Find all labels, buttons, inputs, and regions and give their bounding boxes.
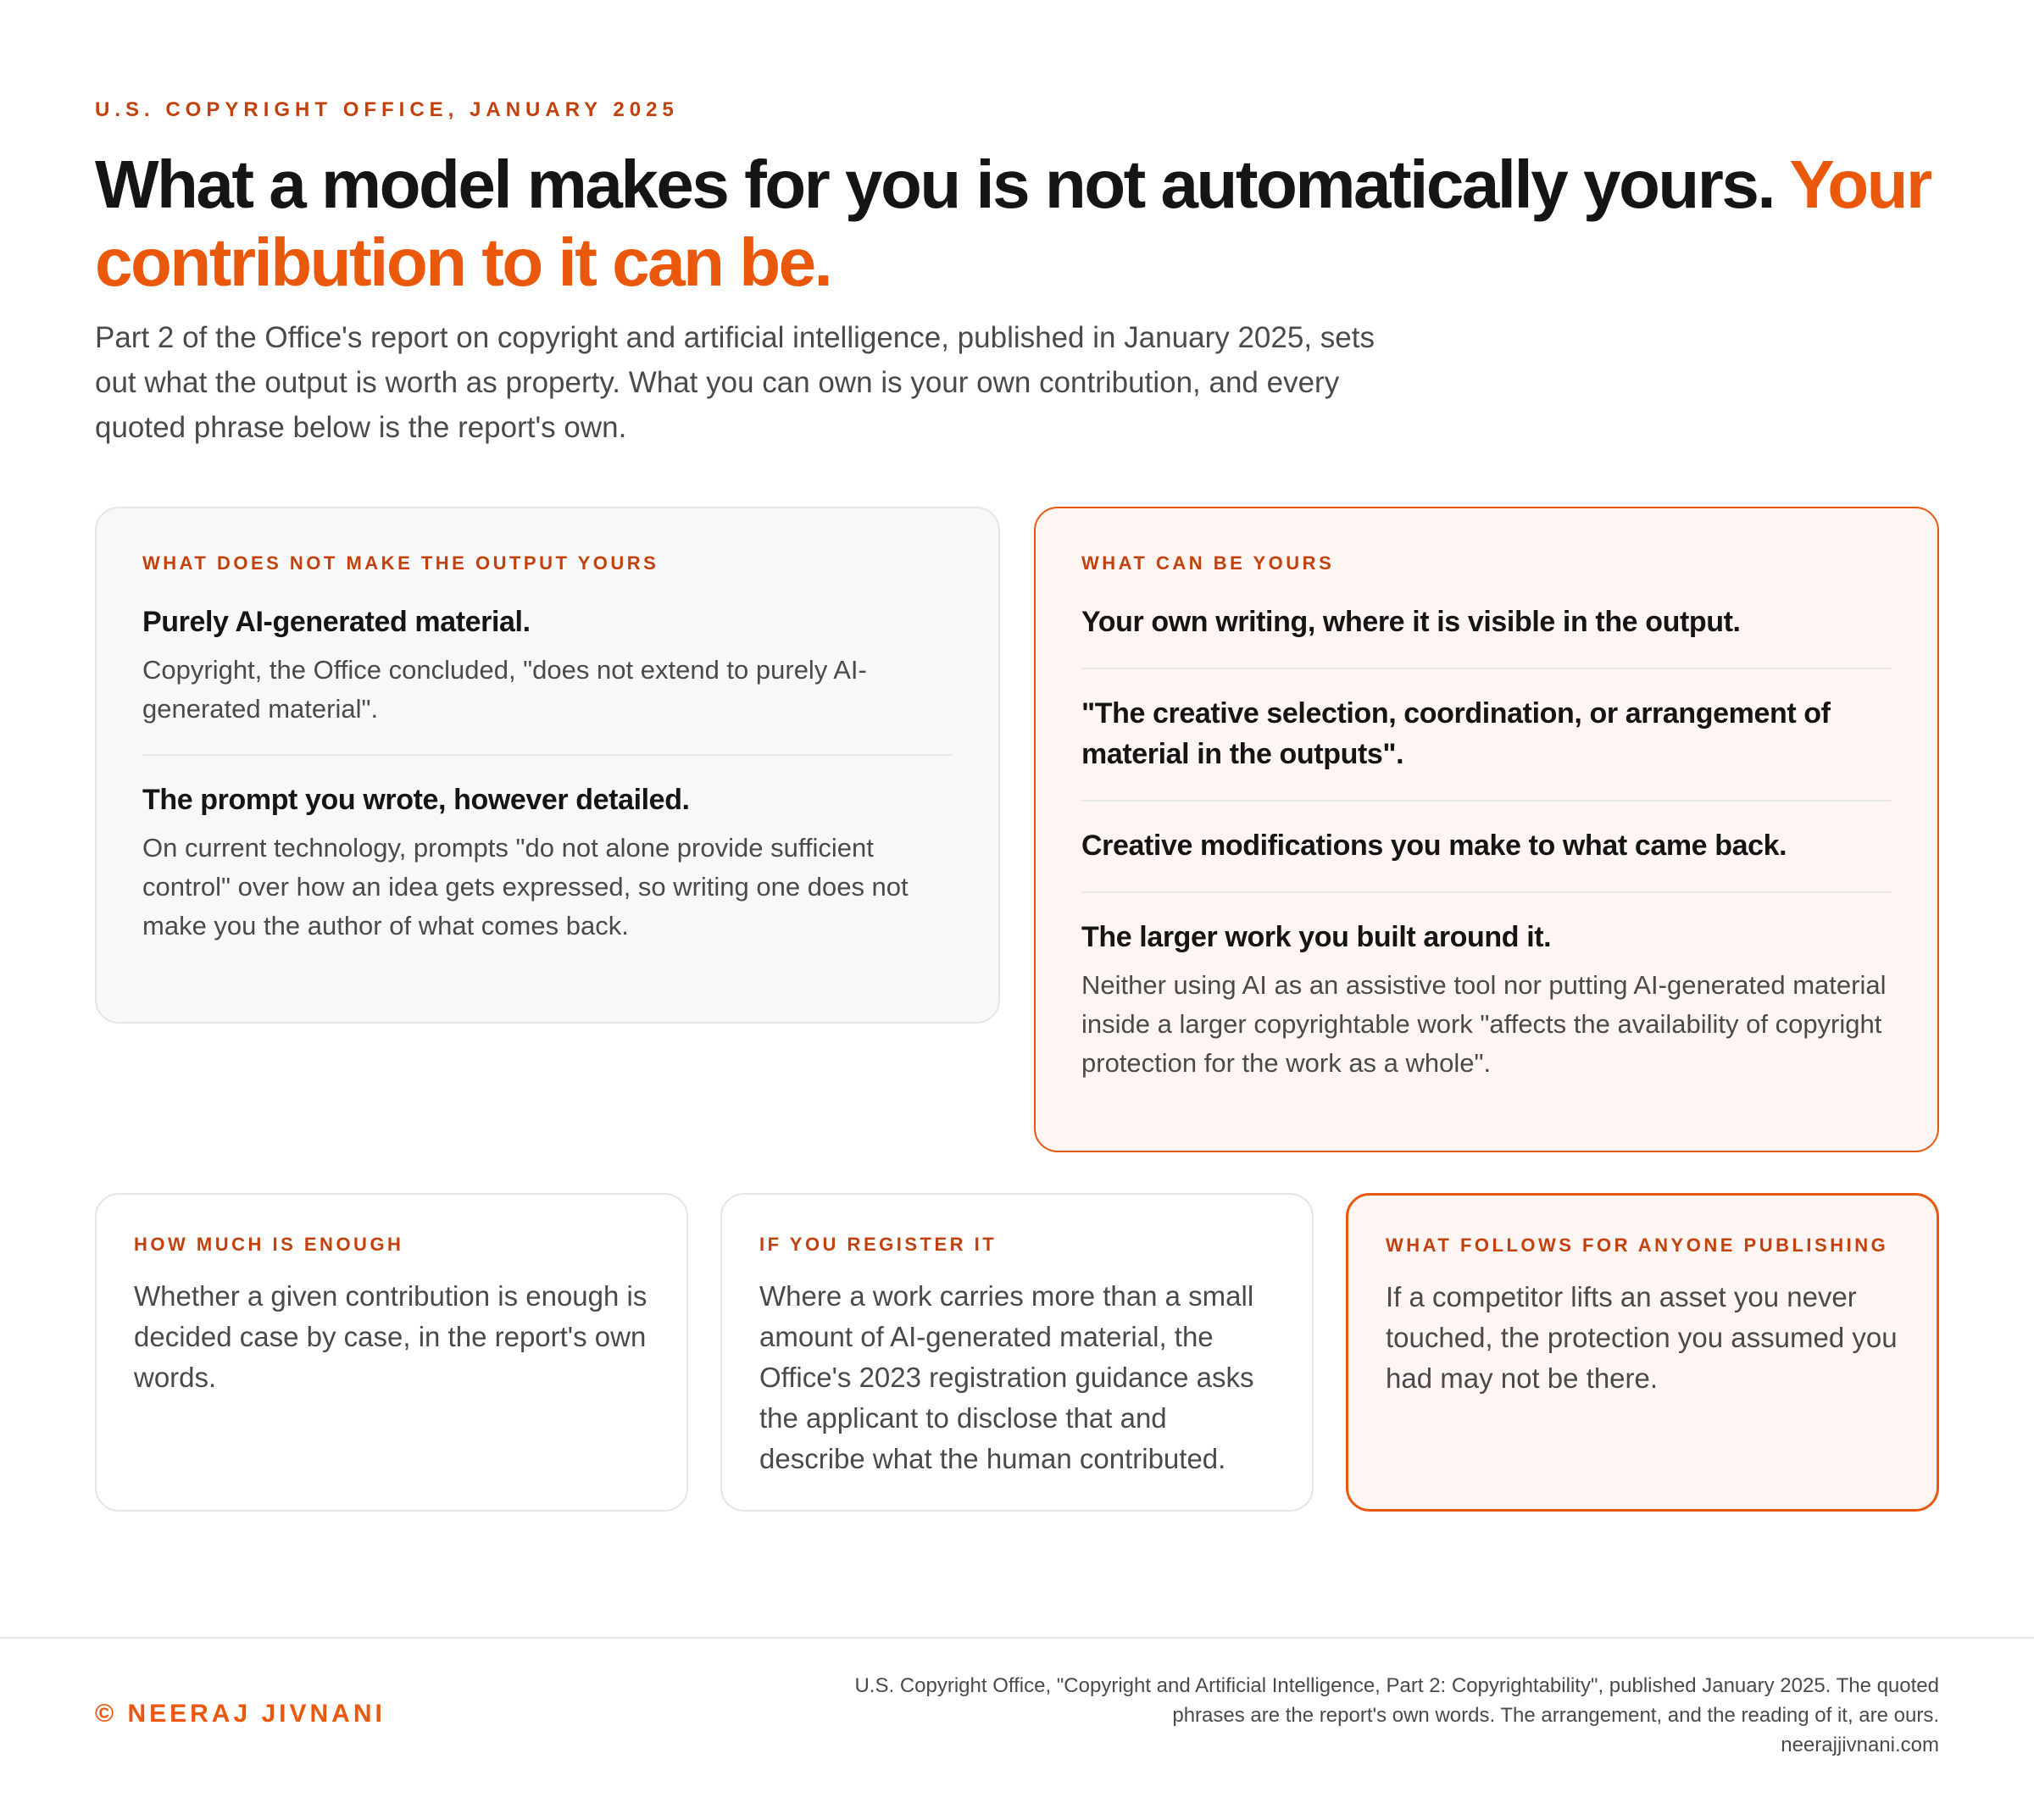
divider: [1081, 800, 1892, 802]
footer-divider: [0, 1637, 2034, 1639]
card-label: WHAT DOES NOT MAKE THE OUTPUT YOURS: [142, 552, 659, 574]
lede: Part 2 of the Office's report on copyright and artificial intelligence, published in January 2025, sets out what the output is worth as property. What you can own is your own contribution, and every quoted phrase below is the report's own.: [95, 321, 1375, 444]
list-item: [1081, 917, 1892, 1083]
list-item: [142, 780, 953, 946]
card-label: HOW MUCH IS ENOUGH: [134, 1234, 404, 1255]
card-register: [720, 1193, 1314, 1512]
source-line: phrases are the report's own words. The arrangement, and the reading of it, are ours.: [1172, 1704, 1939, 1727]
card-body: If a competitor lifts an asset you never touched, the protection you assumed you had may not be there.: [1386, 1281, 1898, 1394]
card-body: Where a work carries more than a small amount of AI-generated material, the Office's 2023 registration guidance asks the applicant to disclose that and describe what the human contributed.: [759, 1280, 1254, 1474]
list-item: [1081, 693, 1892, 774]
footer-brand: © NEERAJ JIVNANI: [95, 1700, 386, 1728]
divider: [1081, 891, 1892, 893]
card-publishing: [1346, 1193, 1939, 1512]
footer-link[interactable]: neerajjivnani.com: [1781, 1734, 1939, 1756]
item-title: Creative modifications you make to what came back.: [1081, 830, 1787, 862]
item-body: Copyright, the Office concluded, "does not extend to purely AI-generated material".: [142, 655, 867, 724]
item-title: The larger work you built around it.: [1081, 921, 1552, 953]
footer-source: [736, 1671, 1939, 1760]
headline-accent: Your contribution to it can be.: [95, 147, 1931, 300]
item-title: "The creative selection, coordination, or arrangement of material in the outputs".: [1081, 697, 1831, 770]
list-item: [142, 602, 953, 729]
card-can-be-yours: [1034, 507, 1939, 1152]
item-title: Your own writing, where it is visible in the output.: [1081, 606, 1741, 638]
page-title: [95, 146, 1959, 302]
headline-main: What a model makes for you is not automatically yours.: [95, 147, 1790, 222]
card-label: WHAT FOLLOWS FOR ANYONE PUBLISHING: [1386, 1235, 1889, 1256]
card-how-much: [95, 1193, 688, 1512]
item-body: On current technology, prompts "do not alone provide sufficient control" over how an idea gets expressed, so writing one does not make you the author of what comes back.: [142, 833, 909, 941]
eyebrow: U.S. COPYRIGHT OFFICE, JANUARY 2025: [95, 98, 679, 121]
divider: [142, 754, 953, 756]
card-not-yours: [95, 507, 1000, 1024]
item-body: Neither using AI as an assistive tool nor putting AI-generated material inside a larger copyrightable work "affects the availability of copyright protection for the work as a whole".: [1081, 970, 1887, 1078]
list-item: [1081, 602, 1892, 642]
item-title: Purely AI-generated material.: [142, 606, 531, 638]
item-title: The prompt you wrote, however detailed.: [142, 784, 690, 816]
divider: [1081, 668, 1892, 669]
card-label: WHAT CAN BE YOURS: [1081, 552, 1335, 574]
list-item: [1081, 825, 1892, 866]
card-body: Whether a given contribution is enough is decided case by case, in the report's own words.: [134, 1280, 647, 1393]
source-line: U.S. Copyright Office, "Copyright and Artificial Intelligence, Part 2: Copyrightability", published January 2025. The quoted: [854, 1674, 1939, 1697]
card-label: IF YOU REGISTER IT: [759, 1234, 998, 1255]
